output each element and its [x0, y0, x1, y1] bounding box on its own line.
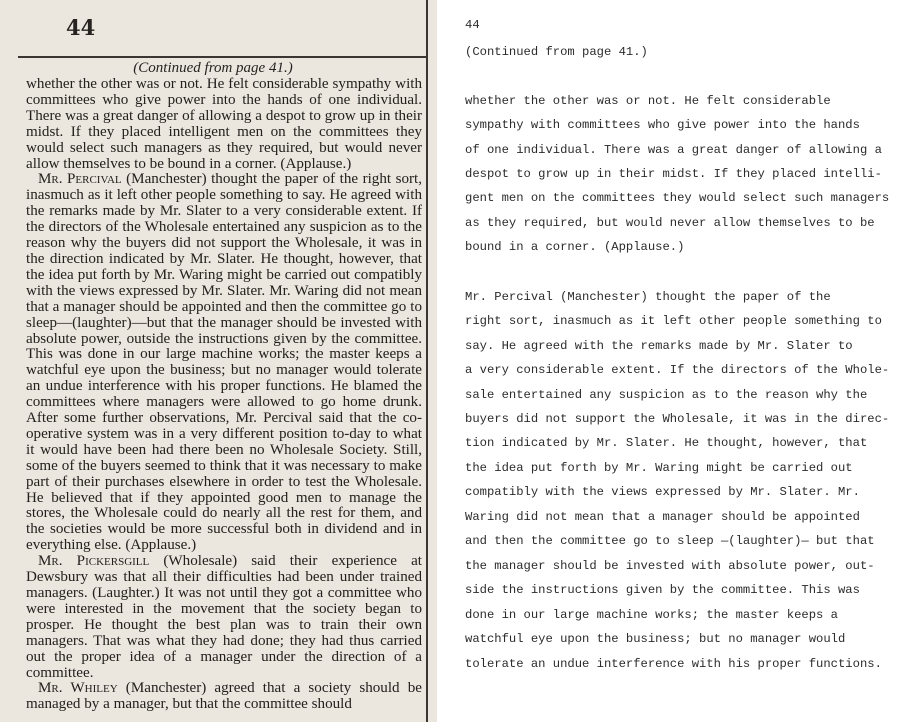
transcription-line: sympathy with committees who give power into the hands: [465, 118, 860, 132]
scan-speaker: Mr. Whiley: [38, 680, 118, 697]
scan-speaker: Mr. Pickersgill: [38, 553, 150, 570]
transcription-line: compatibly with the views expressed by Mr. Slater. Mr.: [465, 485, 860, 499]
scan-paragraph: [26, 172, 422, 554]
transcription-line: side the instructions given by the committee. This was: [465, 583, 860, 597]
transcription-line: Mr. Percival (Manchester) thought the paper of the: [465, 290, 831, 304]
transcription-line: watchful eye upon the business; but no manager would: [465, 632, 846, 646]
scan-column-text: [26, 77, 422, 713]
transcription-line: right sort, inasmuch as it left other people something to: [465, 314, 882, 328]
scan-paragraph-text: (Manchester) thought the paper of the right sort, inasmuch as it left other people something to say. He agreed with the remarks made by Mr. Slater to a very considerable extent. If the directors of the Wholesale entertained any suspicion as to the reason why the buyers did not support the Wholesale, it was in the direction indicated by Mr. Slater. He thought, however, that the idea put forth by Mr. Waring might be carried out compatibly with the views expressed by Mr. Slater. Mr. Waring did not mean that a manager should be appointed and then the committee go to sleep—(laughter)—but that the manager should be invested with absolute power, outside the instructions given by the committee. This was done in our large machine works; the master keeps a watchful eye upon the business; but no manager would tolerate an undue interference with his proper functions. He blamed the committees where managers were allowed to go home drunk. After some further observations, Mr. Percival said that the co-operative system was in a very different position to-day to what it would have been had there been no Wholesale Society. Still, some of the buyers seemed to think that it was necessary to make part of their purchases elsewhere in order to test the Wholesale. He believed that if they appointed good men to manage the stores, the Wholesale could do nearly all the rest for them, and the societies would be more successful both in dividend and in everything else. (Applause.): [26, 171, 422, 554]
scan-continued-note: (Continued from page 41.): [133, 60, 293, 76]
scan-paragraph: [26, 77, 422, 172]
transcription-continued-note: (Continued from page 41.): [465, 45, 648, 59]
scanned-page: [0, 0, 437, 722]
transcription-line: of one individual. There was a great danger of allowing a: [465, 143, 882, 157]
transcription-line: Waring did not mean that a manager should be appointed: [465, 510, 860, 524]
transcription-line: say. He agreed with the remarks made by Mr. Slater to: [465, 339, 853, 353]
transcription-line: a very considerable extent. If the directors of the Whole-: [465, 363, 890, 377]
transcription-line: despot to grow up in their midst. If they placed intelli-: [465, 167, 882, 181]
transcription-line: whether the other was or not. He felt considerable: [465, 94, 831, 108]
scan-paragraph-text: whether the other was or not. He felt considerable sympathy with committees who give power into the hands of one individual. There was a great danger of allowing a despot to grow up in their midst. If they placed intelligent men on the committees they would select such managers as they required, but would never allow themselves to be bound in a corner. (Applause.): [26, 76, 422, 172]
transcription-line: bound in a corner. (Applause.): [465, 240, 685, 254]
scan-speaker: Mr. Percival: [38, 171, 122, 188]
transcription-line: done in our large machine works; the master keeps a: [465, 608, 838, 622]
scan-paragraph: [26, 681, 422, 713]
scan-paragraph-text: (Manchester) agreed that a society should be managed by a manager, but that the committee should: [26, 680, 422, 713]
transcription-line: buyers did not support the Wholesale, it was in the direc-: [465, 412, 890, 426]
transcription-page-number: 44: [465, 18, 480, 32]
transcription-line: and then the committee go to sleep —(laughter)— but that: [465, 534, 875, 548]
transcription-line: tolerate an undue interference with his proper functions.: [465, 657, 882, 671]
transcription-panel: [465, 0, 920, 722]
scan-page-number: 44: [66, 15, 96, 40]
transcription-line: tion indicated by Mr. Slater. He thought, however, that: [465, 436, 868, 450]
panel-divider: [437, 0, 445, 722]
scan-header-rule: [18, 56, 428, 58]
transcription-line: as they required, but would never allow themselves to be: [465, 216, 875, 230]
scan-paragraph: [26, 554, 422, 681]
scan-column-rule: [426, 0, 428, 722]
scan-paragraph-text: (Wholesale) said their experience at Dewsbury was that all their difficulties had been under trained managers. (Laughter.) It was not until they got a committee who were interested in the movement that the society began to prosper. He thought the best plan was to train their own managers. That was what they had done; they had thus carried out the proper idea of a manager under the direction of a committee.: [26, 553, 422, 681]
transcription-line: gent men on the committees they would select such managers: [465, 191, 890, 205]
transcription-line: the idea put forth by Mr. Waring might be carried out: [465, 461, 853, 475]
transcription-line: the manager should be invested with absolute power, out-: [465, 559, 875, 573]
transcription-line: sale entertained any suspicion as to the reason why the: [465, 388, 868, 402]
